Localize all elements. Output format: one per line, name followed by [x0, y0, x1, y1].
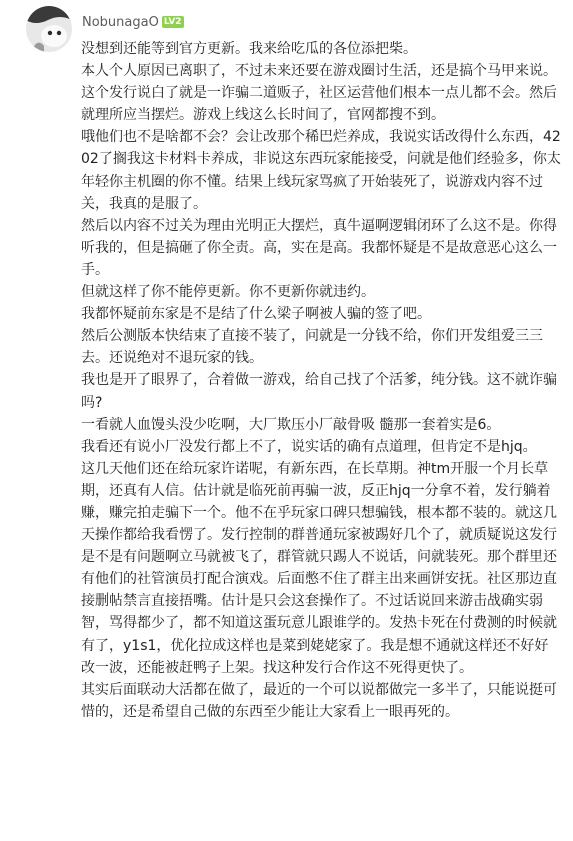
paragraph: 然后公测版本快结束了直接不装了，问就是一分钱不给，你们开发组爱三三去。还说绝对不退玩家的钱。 [81, 328, 543, 367]
post-content [81, 38, 561, 723]
paragraph: 其实后面联动大活都在做了，最近的一个可以说都做完一多半了，只能说挺可惜的，还是希望自己做的东西至少能让大家看上一眼再死的。 [81, 681, 557, 720]
paragraph: 我看还有说小厂没发行都上不了，说实话的确有点道理，但肯定不是hjq。 [81, 438, 537, 455]
paragraph: 这个发行说白了就是一诈骗二道贩子，社区运营他们根本一点儿都不会。然后就理所应当摆烂。游戏上线这么长时间了，官网都搜不到。 [81, 85, 557, 124]
username[interactable]: NobunagaO [82, 14, 159, 30]
paragraph: 没想到还能等到官方更新。我来给吃瓜的各位添把柴。 [81, 41, 417, 57]
paragraph: 我也是开了眼界了，合着做一游戏，给自己找了个活爹，纯分钱。这不就诈骗吗? [81, 372, 557, 411]
paragraph: 然后以内容不过关为理由光明正大摆烂，真牛逼啊逻辑闭环了么这不是。你得听我的，但是搞砸了你全责。高，实在是高。我都怀疑是不是故意恶心这么一手。 [81, 217, 557, 278]
paragraph: 哦他们也不是啥都不会？会让改那个稀巴烂养成，我说实话改得什么东西，4202了搁我这卡材料卡养成，非说这东西玩家能接受，问就是他们经验多，你太年轻你主机圈的你不懂。结果上线玩家骂疯了开始装死了，说游戏内容不过关，我真的是服了。 [81, 129, 561, 212]
avatar[interactable] [26, 6, 72, 52]
paragraph: 这几天他们还在给玩家许诺呢，有新东西，在长草期。神tm开服一个月长草期，还真有人信。估计就是临死前再骗一波，反正hjq一分拿不着，发行躺着赚，赚完拍走骗下一个。他不在乎玩家口碑只想骗钱，根本都不装的。就这几天操作都给我看愣了。发行控制的群普通玩家被踢好几个了，就质疑说这发行是不是有问题啊立马就被飞了，群管就只踢人不说话，问就装死。那个群里还有他们的社管演员打配合演戏。后面憋不住了群主出来画饼安抚。社区那边直接删帖禁言直接捂嘴。估计是只会这套操作了。不过话说回来游击战确实弱智，骂得都少了，都不知道这蛋玩意儿跟谁学的。发热卡死在付费测的时候就有了，y1s1，优化拉成这样也是菜到姥姥家了。我是想不通就这样还不好好改一波，还能被赶鸭子上架。找这种发行合作这不死得更快了。 [81, 460, 557, 676]
paragraph: 本人个人原因已离职了，不过未来还要在游戏圈讨生活，还是搞个马甲来说。 [81, 63, 557, 80]
avatar-image [26, 6, 72, 52]
level-badge: LV2 [163, 17, 182, 27]
paragraph: 我都怀疑前东家是不是结了什么梁子啊被人骗的签了吧。 [81, 306, 431, 323]
paragraph: 一看就人血馒头没少吃啊，大厂欺压小厂敲骨吸 髓那一套着实是6。 [81, 416, 501, 433]
paragraph: 但就这样了你不能停更新。你不更新你就违约。 [81, 284, 375, 301]
